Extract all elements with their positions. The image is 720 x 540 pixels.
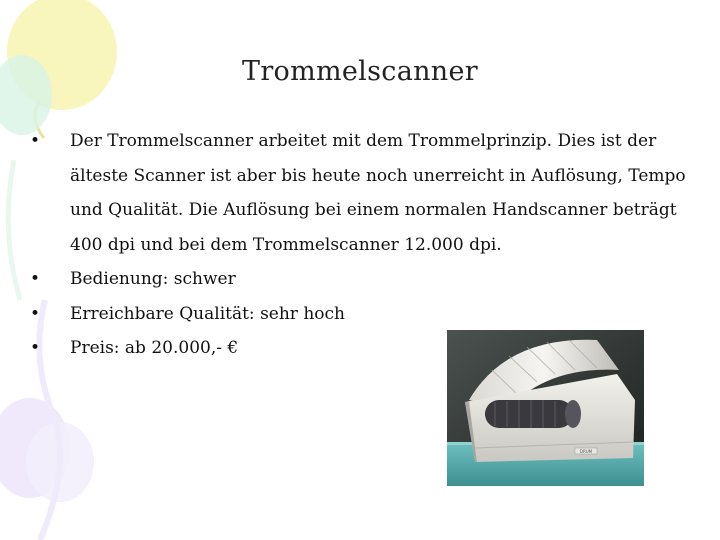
bullet-dot-icon: •: [30, 303, 41, 324]
drum-scanner-illustration: [447, 330, 644, 486]
bullet-dot-icon: •: [30, 269, 41, 289]
bullet-item: [30, 262, 690, 297]
bullet-text: Bedienung: schwer: [70, 269, 236, 289]
bullet-text: Erreichbare Qualität: sehr hoch: [70, 303, 345, 324]
bullet-item: [30, 297, 690, 332]
balloon-lilac-icon: [0, 398, 94, 502]
slide-title: Trommelscanner: [242, 56, 478, 87]
bullet-item: [30, 124, 690, 262]
bullet-dot-icon: •: [30, 131, 41, 151]
drum-scanner-photo: [447, 330, 644, 486]
bullet-text: Der Trommelscanner arbeitet mit dem Trommelprinzip. Dies ist der älteste Scanner ist aber bis heute noch unerreicht in Auflösung, Tempo und Qualität. Die Auflösung bei einem normalen Handscanner beträgt 400 dpi und bei dem Trommelscanner 12.000 dpi.: [70, 131, 686, 255]
bullet-text: Preis: ab 20.000,- €: [70, 338, 239, 358]
scanner-label: DRUM: [579, 449, 593, 454]
bullet-dot-icon: •: [30, 338, 41, 358]
